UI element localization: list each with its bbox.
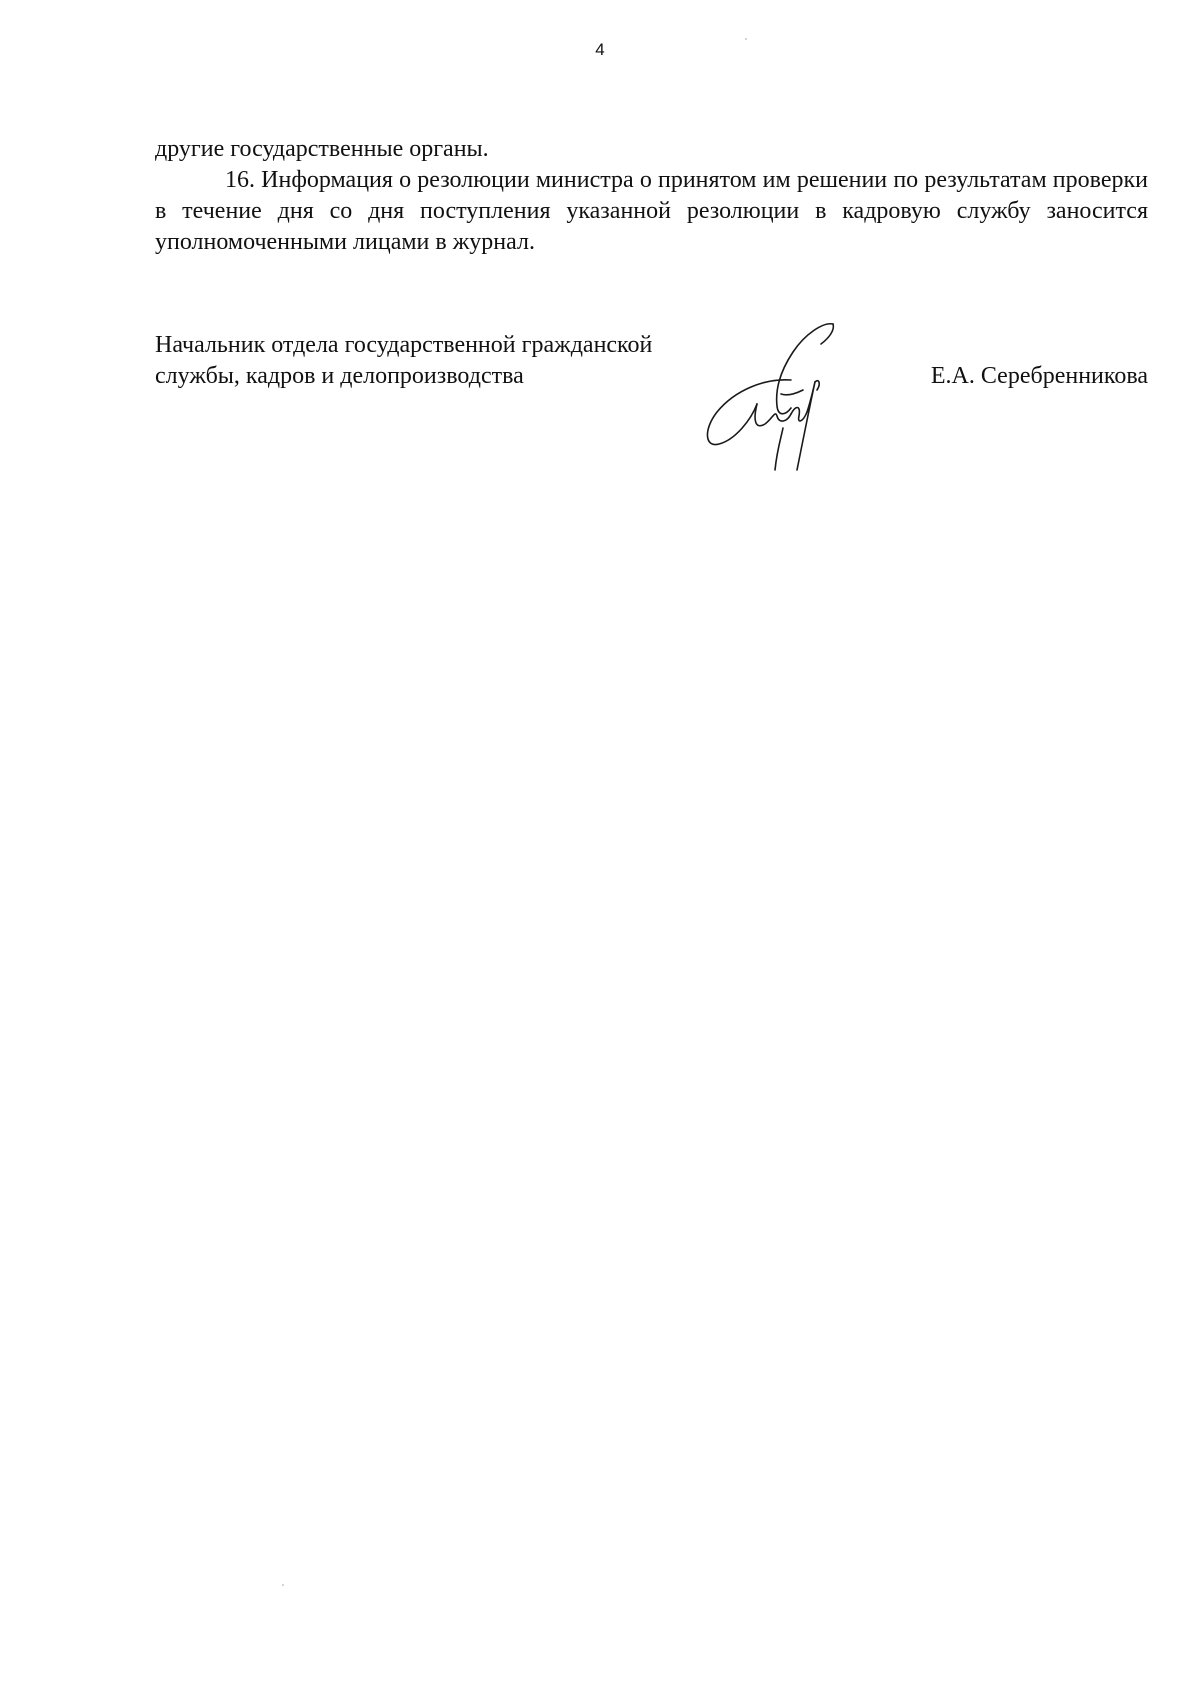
signatory-name: Е.А. Серебренникова [930, 363, 1148, 389]
page-number: 4 [595, 40, 605, 59]
signatory-position-line-1: Начальник отдела государственной гражданской [155, 332, 653, 358]
signatory-position [155, 330, 755, 392]
paragraph-continued: другие государственные органы. [155, 136, 489, 162]
signatory-position-line-2: службы, кадров и делопроизводства [155, 363, 524, 389]
handwritten-signature [695, 320, 845, 475]
signature-block [155, 330, 1148, 470]
document-body [155, 134, 1148, 258]
scan-speck [282, 1584, 284, 1586]
scan-speck [745, 38, 747, 40]
paragraph-16: 16. Информация о резолюции министра о принятом им решении по результатам проверки в течение дня со дня поступления указанной резолюции в кадровую службу заносится уполномоченными лицами в журнал. [155, 167, 1148, 255]
